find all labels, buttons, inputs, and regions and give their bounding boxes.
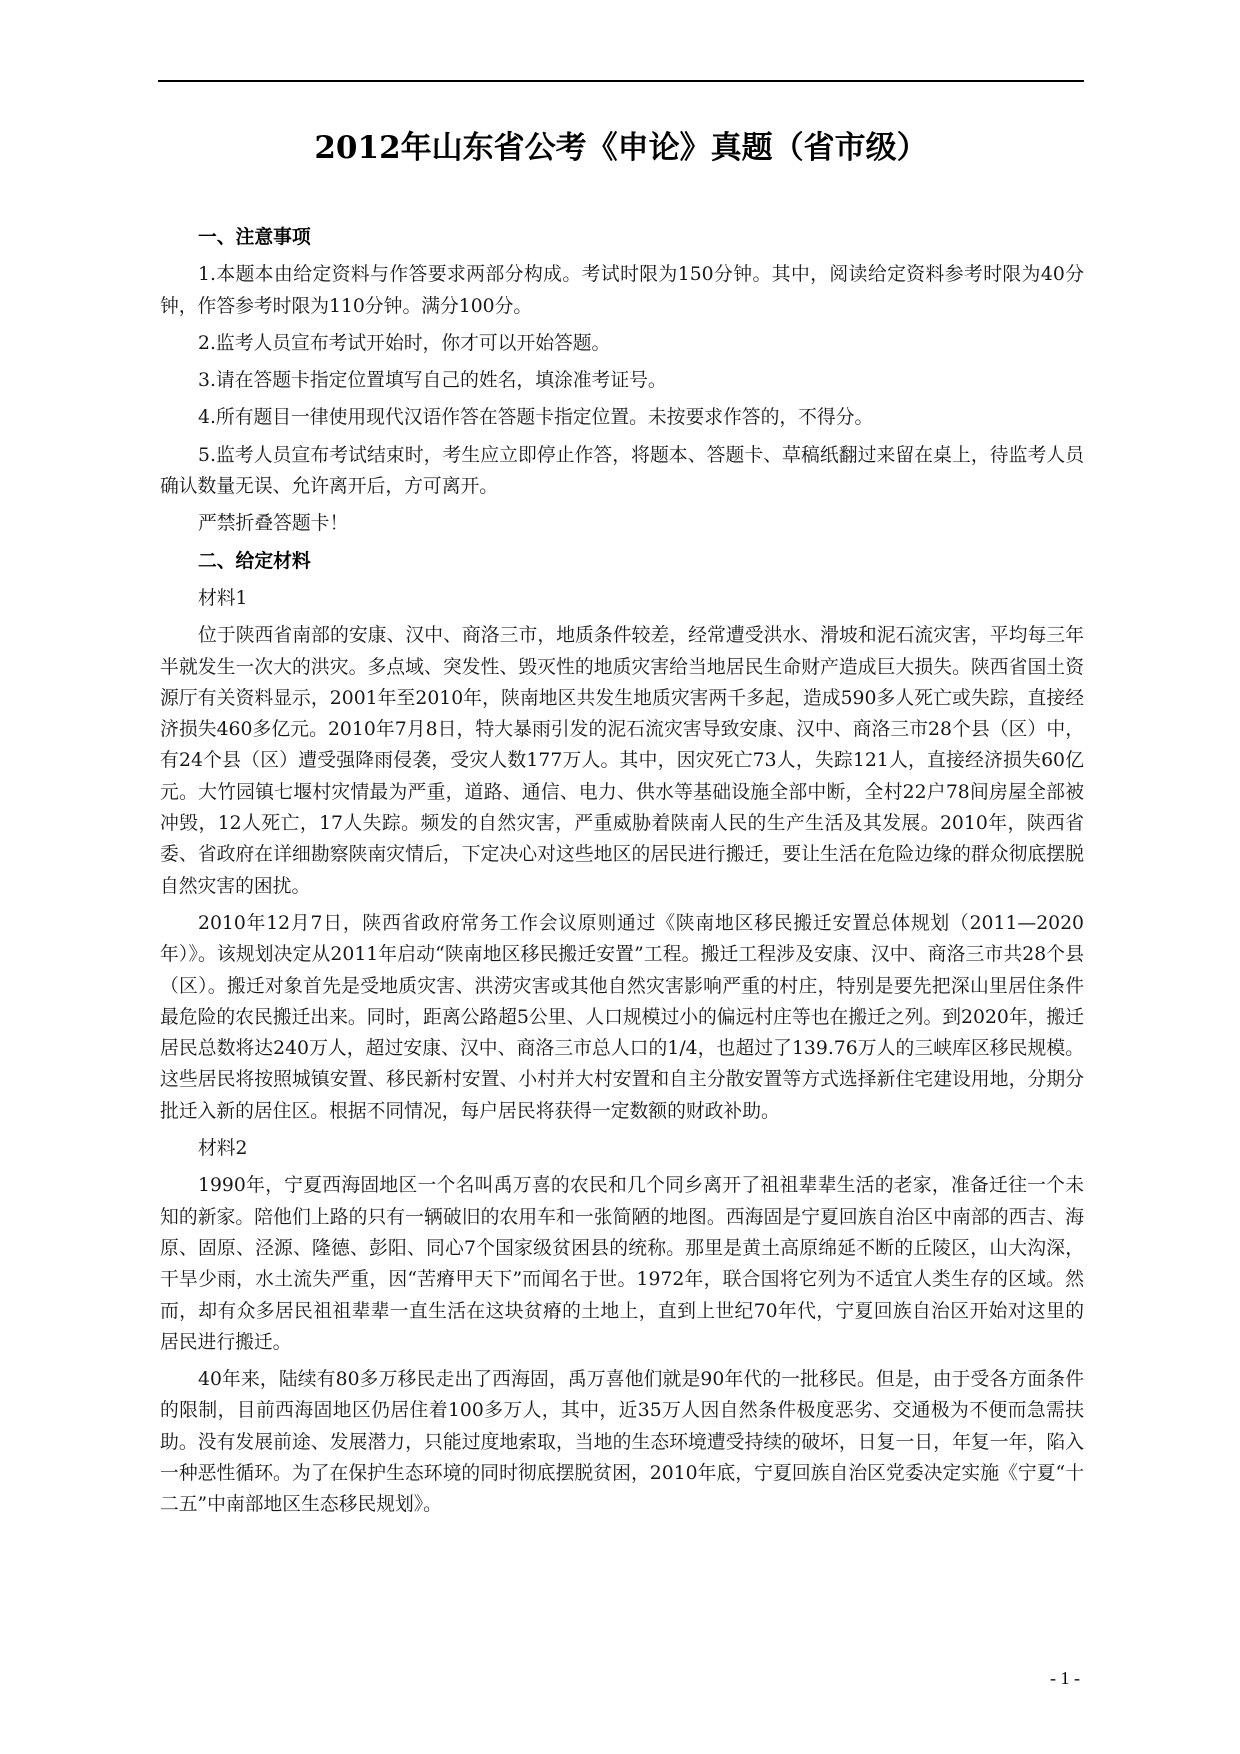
page-title: 2012年山东省公考《申论》真题（省市级） xyxy=(314,130,928,166)
notice-item: 1.本题本由给定资料与作答要求两部分构成。考试时限为150分钟。其中，阅读给定资料参考时限为40分钟，作答参考时限为110分钟。满分100分。 xyxy=(160,264,1084,317)
notice-item: 2.监考人员宣布考试开始时，你才可以开始答题。 xyxy=(198,332,611,354)
material-2-label: 材料2 xyxy=(198,1138,248,1160)
section-heading-notes: 一、注意事项 xyxy=(198,226,311,248)
page-number: - 1 - xyxy=(1050,1668,1080,1688)
material-1-paragraph: 位于陕西省南部的安康、汉中、商洛三市，地质条件较差，经常遭受洪水、滑坡和泥石流灾害，平均每三年半就发生一次大的洪灾。多点域、突发性、毁灭性的地质灾害给当地居民生命财产造成巨大损失。陕西省国土资源厅有关资料显示，2001年至2010年，陕南地区共发生地质灾害两千多起，造成590多人死亡或失踪，直接经济损失460多亿元。2010年7月8日，特大暴雨引发的泥石流灾害导致安康、汉中、商洛三市28个县（区）中，有24个县（区）遭受强降雨侵袭，受灾人数177万人。其中，因灾死亡73人，失踪121人，直接经济损失60亿元。大竹园镇七堰村灾情最为严重，道路、通信、电力、供水等基础设施全部中断，全村22户78间房屋全部被冲毁，12人死亡，17人失踪。频发的自然灾害，严重威胁着陕南人民的生产生活及其发展。2010年，陕西省委、省政府在详细勘察陕南灾情后，下定决心对这些地区的居民进行搬迁，要让生活在危险边缘的群众彻底摆脱自然灾害的困扰。 xyxy=(160,625,1084,897)
notice-item: 4.所有题目一律使用现代汉语作答在答题卡指定位置。未按要求作答的，不得分。 xyxy=(198,407,874,429)
section-heading-materials: 二、给定材料 xyxy=(198,549,311,572)
material-1-paragraph: 2010年12月7日，陕西省政府常务工作会议原则通过《陕南地区移民搬迁安置总体规划（2011—2020年）》。该规划决定从2011年启动“陕南地区移民搬迁安置”工程。搬迁工程涉及安康、汉中、商洛三市共28个县（区）。搬迁对象首先是受地质灾害、洪涝灾害或其他自然灾害影响严重的村庄，特别是要先把深山里居住条件最危险的农民搬迁出来。同时，距离公路超5公里、人口规模过小的偏远村庄等也在搬迁之列。到2020年，搬迁居民总数将达240万人，超过安康、汉中、商洛三市总人口的1/4，也超过了139.76万人的三峡库区移民规模。这些居民将按照城镇安置、移民新村安置、小村并大村安置和自主分散安置等方式选择新住宅建设用地，分期分批迁入新的居住区。根据不同情况，每户居民将获得一定数额的财政补助。 xyxy=(160,912,1084,1122)
notice-item: 5.监考人员宣布考试结束时，考生应立即停止作答，将题本、答题卡、草稿纸翻过来留在桌上，待监考人员确认数量无误、允许离开后，方可离开。 xyxy=(160,444,1084,498)
header-rule xyxy=(158,80,1084,82)
material-2-paragraph: 1990年，宁夏西海固地区一个名叫禹万喜的农民和几个同乡离开了祖祖辈辈生活的老家，准备迁往一个未知的新家。陪他们上路的只有一辆破旧的农用车和一张简陋的地图。西海固是宁夏回族自治区中南部的西吉、海原、固原、泾源、隆德、彭阳、同心7个国家级贫困县的统称。那里是黄土高原绵延不断的丘陵区，山大沟深，干旱少雨，水土流失严重，因“苦瘠甲天下”而闻名于世。1972年，联合国将它列为不适宜人类生存的区域。然而，却有众多居民祖祖辈辈一直生活在这块贫瘠的土地上，直到上世纪70年代，宁夏回族自治区开始对这里的居民进行搬迁。 xyxy=(160,1175,1084,1353)
material-1-label: 材料1 xyxy=(198,587,248,609)
material-2-paragraph: 40年来，陆续有80多万移民走出了西海固，禹万喜他们就是90年代的一批移民。但是，由于受各方面条件的限制，目前西海固地区仍居住着100多万人，其中，近35万人因自然条件极度恶劣、交通极为不便而急需扶助。没有发展前途、发展潜力，只能过度地索取，当地的生态环境遭受持续的破坏，日复一日，年复一年，陷入一种恶性循环。为了在保护生态环境的同时彻底摆脱贫困，2010年底，宁夏回族自治区党委决定实施《宁夏“十二五”中南部地区生态移民规划》。 xyxy=(160,1369,1084,1516)
document-body xyxy=(160,222,1084,1527)
notice-warning: 严禁折叠答题卡！ xyxy=(198,513,349,535)
notice-item: 3.请在答题卡指定位置填写自己的姓名，填涂准考证号。 xyxy=(198,370,667,392)
